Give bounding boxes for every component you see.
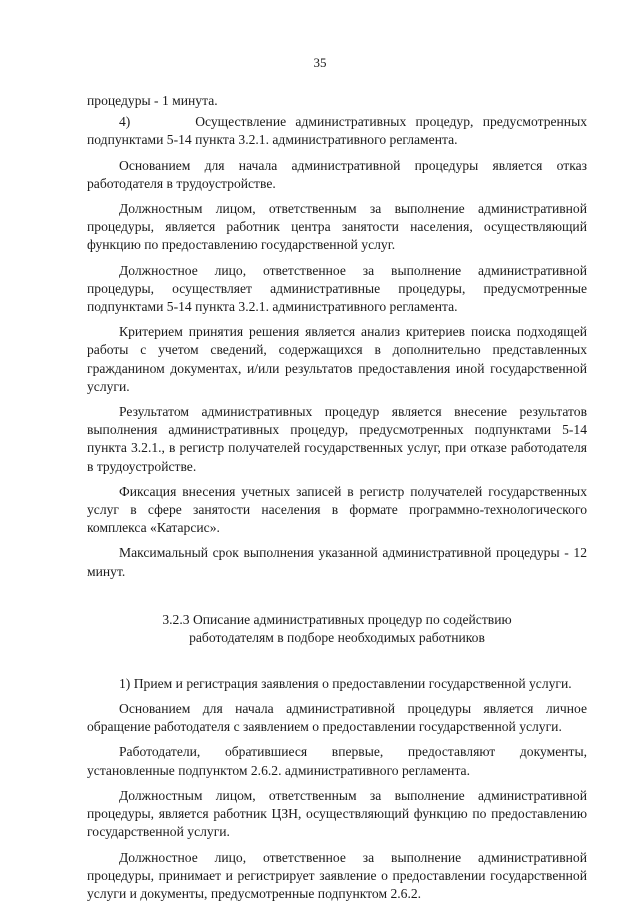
paragraph: Должностным лицом, ответственным за выполнение административной процедуры, является работник центра занятости населения, осуществляющий функцию по предоставлению государственной услуг. [87, 201, 587, 253]
document-body [87, 92, 587, 910]
paragraph: 1) Прием и регистрация заявления о предоставлении государственной услуги. [119, 675, 572, 691]
page-number: 35 [313, 55, 327, 70]
paragraph: Результатом административных процедур является внесение результатов выполнения административных процедур, предусмотренных подпунктами 5-14 пункта 3.2.1., в регистр получателей государственных услуг, при отказе работодателя в трудоустройстве. [87, 404, 587, 474]
section-heading [87, 611, 587, 647]
section-heading-line: работодателям в подборе необходимых работников [189, 629, 485, 645]
section-heading-line: 3.2.3 Описание административных процедур по содействию [162, 611, 512, 627]
paragraph: Основанием для начала административной процедуры является личное обращение работодателя с заявлением о предоставлении государственной услуги. [87, 701, 587, 735]
paragraph: Должностным лицом, ответственным за выполнение административной процедуры, является работник ЦЗН, осуществляющий функцию по предоставлению государственной услуги. [87, 787, 587, 840]
paragraph: Критерием принятия решения является анализ критериев поиска подходящей работы с учетом сведений, содержащихся в дополнительно представленных гражданином документах, и/или результатов предоставления иной государственной услуги. [87, 324, 587, 394]
paragraph: Фиксация внесения учетных записей в регистр получателей государственных услуг в сфере занятости населения в формате программно-технологического комплекса «Катарсис». [87, 483, 587, 536]
paragraph: Максимальный срок выполнения указанной административной процедуры - 12 минут. [87, 545, 587, 579]
paragraph: 4) Осуществление административных процедур, предусмотренных подпунктами 5-14 пункта 3.2.1. административного регламента. [87, 114, 587, 148]
paragraph: процедуры - 1 минута. [87, 93, 218, 108]
paragraph: Должностное лицо, ответственное за выполнение административной процедуры, принимает и регистрирует заявление о предоставлении государственной услуги и документы, предусмотренные подпунктом 2.6.2. [87, 849, 587, 901]
paragraph: Основанием для начала административной процедуры является отказ работодателя в трудоустройстве. [87, 157, 587, 191]
paragraph: Работодатели, обратившиеся впервые, предоставляют документы, установленные подпунктом 2.6.2. административного регламента. [87, 744, 587, 778]
paragraph: Должностное лицо, ответственное за выполнение административной процедуры, осуществляет административные процедуры, предусмотренные подпунктами 5-14 пункта 3.2.1. административного регламента. [87, 262, 587, 315]
